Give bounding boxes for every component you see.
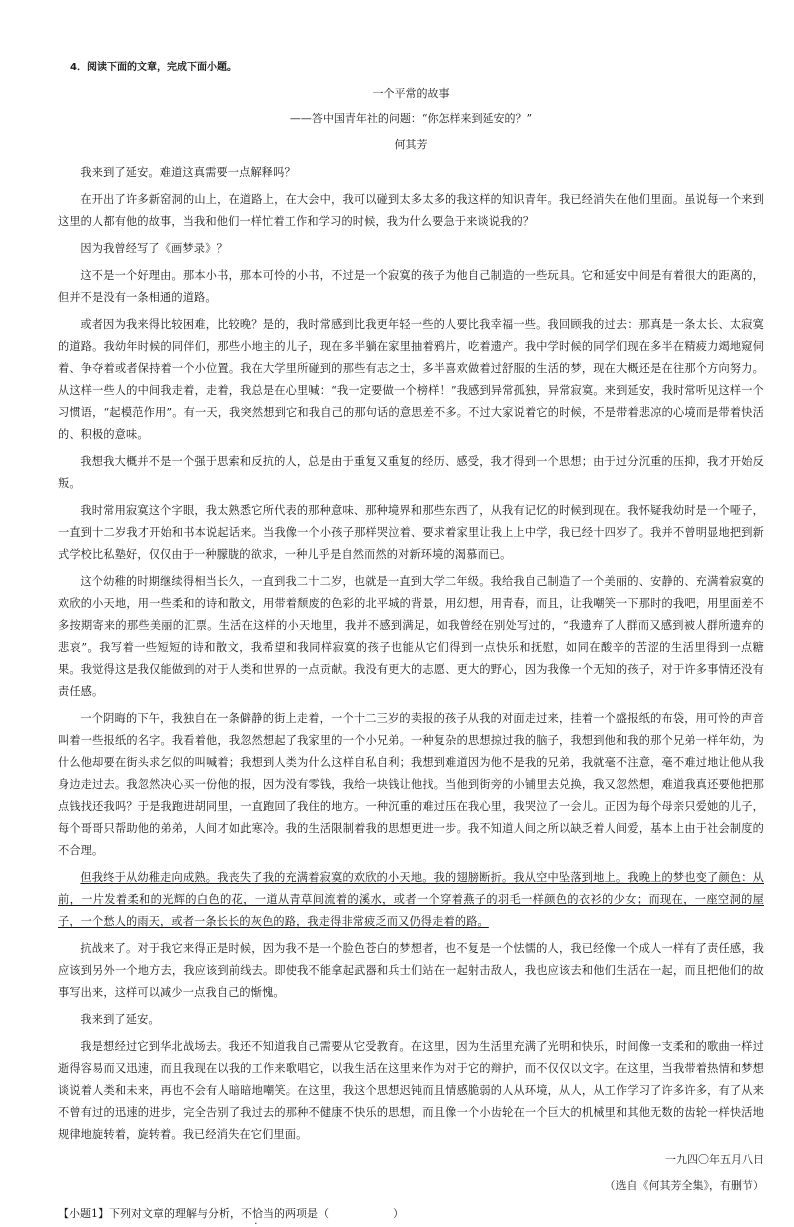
article-author: 何其芳	[394, 138, 428, 151]
paragraph: 这不是一个好理由。那本小书，那本可怜的小书，不过是一个寂寞的孩子为他自己制造的一些玩具。它和延安中间是有着很大的距离的，但并不是没有一条相通的道路。	[58, 269, 764, 304]
article-subtitle: ——答中国青年社的问题：“你怎样来到延安的？”	[289, 112, 533, 125]
document-page	[58, 58, 764, 1221]
paragraph: 因为我曾经写了《画梦录》？	[80, 242, 228, 255]
article-title: 一个平常的故事	[372, 87, 450, 100]
question-1-suffix: 的两项是（	[274, 1207, 329, 1220]
question-1-prefix: 【小题1】下列对文章的理解与分析，	[58, 1207, 241, 1220]
article-date: 一九四〇年五月八日	[665, 1153, 764, 1166]
question-1-emphasis: 不恰当	[241, 1207, 274, 1220]
paragraph: 或者因为我来得比较困难，比较晚？是的，我时常感到比我更年轻一些的人要比我幸福一些。我回顾我的过去：那真是一条太长、太寂寞的道路。我幼年时候的同伴们，那些小地主的儿子，现在多半躺在家里抽着鸦片，吃着遗产。我中学时候的同学们现在多半在精疲力竭地窥伺着、争夺着或者保持着一个小位置。我在大学里所碰到的那些有志之士，多半喜欢做着过舒服的生活的梦，现在大概还是在往那个方向努力。从这样一些人的中间我走着，走着，我总是在心里喊：“我一定要做一个榜样！”我感到异常孤独，异常寂寞。来到延安，我时常听见这样一个习惯语，“起模范作用”。有一天，我突然想到它和我自己的那句话的意思差不多。不过大家说着它的时候，不是带着悲凉的心境而是带着快活的、积极的意味。	[58, 318, 764, 441]
paragraph: 我来到了延安。	[80, 1013, 160, 1026]
question-header: 4．阅读下面的文章，完成下面小题。	[70, 62, 237, 73]
underlined-paragraph: 但我终于从幼稚走向成熟。我丧失了我的充满着寂寞的欢欣的小天地。我的翅膀断折。我从空中坠落到地上。我晚上的梦也变了颜色：从前，一片发着柔和的光辉的白色的花，一道从青草间流着的溪水，或者一个穿着燕子的羽毛一样颜色的衣衫的少女；而现在，一座空洞的屋子，一个愁人的雨天，或者一条长长的灰色的路，我走得非常疲乏而又仍得走着的路。	[58, 871, 764, 928]
paragraph: 我想我大概并不是一个强于思索和反抗的人，总是由于重复又重复的经历、感受，我才得到一个思想；由于过分沉重的压抑，我才开始反叛。	[58, 455, 764, 490]
paragraph: 抗战来了。对于我它来得正是时候，因为我不是一个脸色苍白的梦想者，也不复是一个怯懦的人，我已经像一个成人一样有了责任感，我应该到另外一个地方去，我应该到前线去。即使我不能拿起武器和兵士们站在一起射击敌人，我也应该去和他们生活在一起，而且把他们的故事写出来，这样可以减少一点我自己的惭愧。	[58, 942, 764, 999]
paragraph: 我是想经过它到华北战场去。我还不知道我自己需要从它受教育。在这里，因为生活里充满了光明和快乐，时间像一支柔和的歌曲一样过逝得容易而又迅速，而且我现在以我的工作来歌唱它，以我生活在这里来作为对于它的辩护，而不仅仅以文字。在这里，当我带着热情和梦想谈说着人类和未来，再也不会有人暗暗地嘲笑。在这里，我这个思想迟钝而且情感脆弱的人从环境，从人，从工作学习了许多许多，有了从来不曾有过的迅速的进步，完全告别了我过去的那种不健康不快乐的思想，而且像一个小齿轮在一个巨大的机械里和其他无数的齿轮一样快活地规律地旋转着，旋转着。我已经消失在它们里面。	[58, 1040, 764, 1141]
paragraph: 我来到了延安。难道这真需要一点解释吗？	[80, 166, 296, 179]
paragraph: 在开出了许多新窑洞的山上，在道路上，在大会中，我可以碰到太多太多的我这样的知识青年。我已经消失在他们里面。虽说每一个来到这里的人都有他的故事，当我和他们一样忙着工作和学习的时候，我为什么要急于来谈说我的？	[58, 193, 764, 228]
paragraph: 我时常用寂寞这个字眼，我太熟悉它所代表的那种意味、那种境界和那些东西了，从我有记忆的时候到现在。我怀疑我幼时是一个哑子，一直到十二岁我才开始和书本说起话来。当我像一个小孩子那样哭泣着、要求着家里让我上上中学，我已经十四岁了。我并不曾明显地把到新式学校比私塾好，仅仅由于一种朦胧的欲求，一种儿乎是自然而然的对新环境的渴慕而已。	[58, 504, 764, 561]
paragraph: 一个阴晦的下午，我独自在一条僻静的街上走着，一个十二三岁的卖报的孩子从我的对面走过来，挂着一个盛报纸的布袋，用可怜的声音叫着一些报纸的名字。我看着他，我忽然想起了我家里的一个小兄弟。一种复杂的思想掠过我的脑子，我想到他和我的那个兄弟一样年幼，为什么他却要在街头求乞似的叫喊着；我想到人类为什么这样自私自利；我想到难道因为他不是我的兄弟，我就毫不注意，毫不难过地让他从我身边走过去。我忽然决心买一份他的报，因为没有零钱，我给一块钱让他找。当他到街旁的小铺里去兑换，我又忽然想，难道我真还要他把那点钱找还我吗？于是我跑进胡同里，一直跑回了我住的地方。一种沉重的难过压在我心里，我哭泣了一会儿。正因为每个母亲只爱她的儿子，每个哥哥只帮助他的弟弟，人间才如此寒冷。我的生活限制着我的思想更进一步。我不知道人间之所以缺乏着人间爱，基本上由于社会制度的不合理。	[58, 712, 764, 857]
article-source: （选自《何其芳全集》，有删节）	[604, 1179, 764, 1192]
question-1-close: ）	[393, 1207, 404, 1220]
paragraph: 这个幼稚的时期继续得相当长久，一直到我二十二岁，也就是一直到大学二年级。我给我自己制造了一个美丽的、安静的、充满着寂寞的欢欣的小天地，用一些柔和的诗和散文，用带着颓废的色彩的北平城的背景，用幻想，用青春，而且，让我嘲笑一下那时的我吧，用里面差不多按期寄来的那些美丽的汇票。生活在这样的小天地里，我并不感到满足，如我曾经在别处写过的，“我遗弃了人群而又感到被人群所遗弃的悲哀”。我写着一些短短的诗和散文，我希望和我同样寂寞的孩子也能从它们得到一点快乐和抚慰，如同在酸辛的苦涩的生活里得到一点糖果。我觉得这是我仅能做到的对于人类和世界的一点贡献。我没有更大的志愿、更大的野心，因为我像一个无知的孩子，对于许多事情还没有责任感。	[58, 575, 764, 698]
question-1	[58, 1205, 764, 1221]
